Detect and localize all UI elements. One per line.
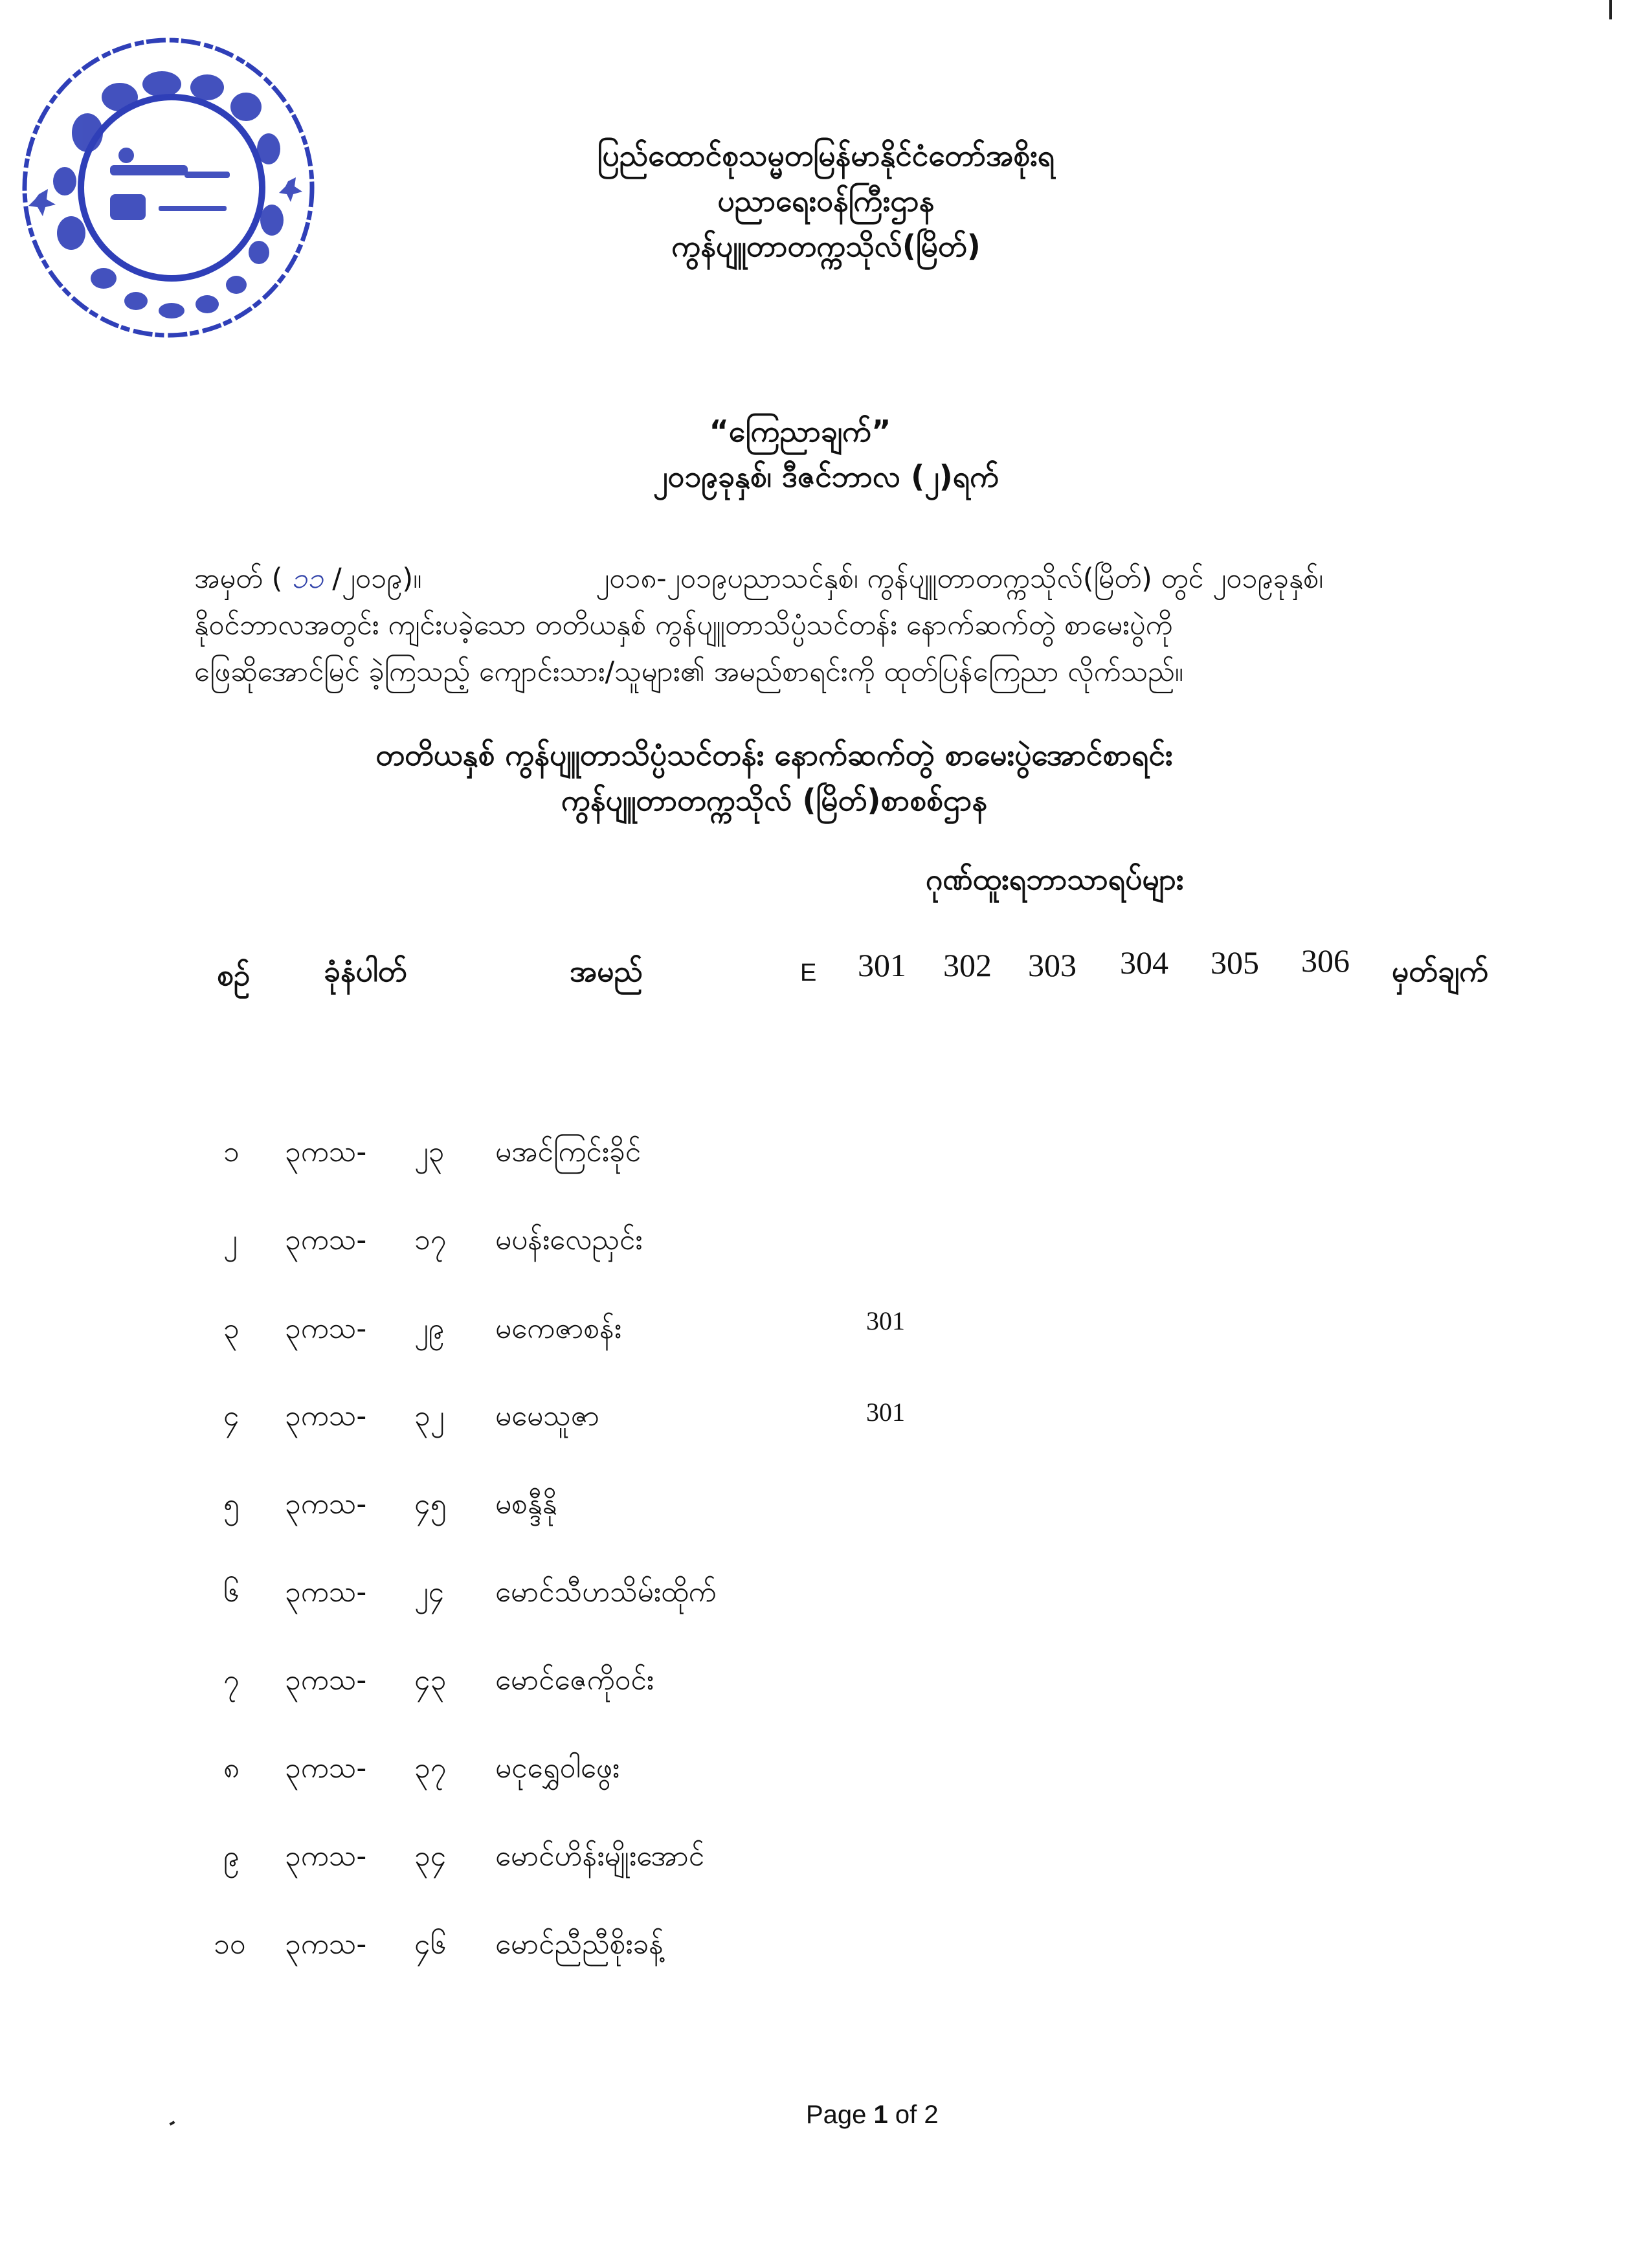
results-title: တတိယနှစ် ကွန်ပျူတာသိပ္ပံသင်တန်း နောက်ဆက်တွဲ စာမေးပွဲအောင်စာရင်း xyxy=(375,737,1173,772)
row-serial: ၁ xyxy=(223,1135,240,1168)
row-roll-prefix: ၃ကသ- xyxy=(285,1399,367,1432)
column-header-roll: ခုံနံပါတ် xyxy=(324,953,407,988)
row-roll-number: ၁၇ xyxy=(414,1223,447,1256)
reference-suffix: /၂၀၁၉)။ xyxy=(332,563,422,595)
row-serial: ၉ xyxy=(223,1840,240,1873)
row-roll-prefix: ၃ကသ- xyxy=(285,1752,367,1785)
column-header-remarks: မှတ်ချက် xyxy=(1392,953,1489,988)
distinction-subjects-header: ဂုဏ်ထူးရဘာသာရပ်များ xyxy=(926,862,1184,897)
row-student-name: မငုရွှေဝါဖွေး xyxy=(495,1752,620,1785)
row-serial: ၅ xyxy=(223,1488,240,1521)
reference-number xyxy=(194,555,421,602)
row-roll-number: ၂၃ xyxy=(414,1135,445,1168)
row-roll-prefix: ၃ကသ- xyxy=(285,1928,367,1961)
row-serial: ၃ xyxy=(223,1312,240,1345)
row-roll-prefix: ၃ကသ- xyxy=(285,1576,367,1609)
page-total: 2 xyxy=(924,2101,939,2129)
row-roll-prefix: ၃ကသ- xyxy=(285,1135,367,1168)
row-roll-number: ၃၇ xyxy=(414,1752,447,1785)
column-header-302: 302 xyxy=(943,947,992,983)
column-header-e: E xyxy=(800,959,817,987)
scan-edge-mark xyxy=(1609,0,1612,19)
row-serial: ၂ xyxy=(223,1223,238,1256)
column-header-name: အမည် xyxy=(570,953,643,988)
row-student-name: မောင်ဟိန်းမျိုးအောင် xyxy=(495,1840,705,1873)
row-roll-number: ၂၄ xyxy=(414,1576,445,1609)
announcement-date: ၂၀၁၉ခုနှစ်၊ ဒီဇင်ဘာလ (၂)ရက် xyxy=(653,459,999,494)
announcement-line-2: နိုဝင်ဘာလအတွင်း ကျင်းပခဲ့သော တတိယနှစ် ကွန်ပျူတာသိပ္ပံသင်တန်း နောက်ဆက်တွဲ စာမေးပွဲကို xyxy=(194,609,1173,641)
government-title: ပြည်ထောင်စုသမ္မတမြန်မာနိုင်ငံတော်အစိုးရ xyxy=(597,138,1055,173)
row-roll-number: ၃၄ xyxy=(414,1840,447,1873)
page-indicator xyxy=(806,2101,939,2130)
row-student-name: မောင်ဇေကိုဝင်း xyxy=(495,1664,654,1697)
row-student-name: မကေဇာစန်း xyxy=(495,1312,622,1345)
announcement-line-3: ဖြေဆိုအောင်မြင် ခဲ့ကြသည့် ကျောင်းသား/သူများ၏ အမည်စာရင်းကို ထုတ်ပြန်ကြေညာ လိုက်သည်။ xyxy=(194,656,1183,688)
page-of-word: of xyxy=(895,2101,917,2129)
column-header-306: 306 xyxy=(1301,942,1350,979)
column-header-serial: စဥ် xyxy=(217,957,251,992)
scan-speck xyxy=(170,2121,175,2125)
row-roll-number: ၄၅ xyxy=(414,1488,447,1521)
row-student-name: မပန်းလေညှင်း xyxy=(495,1223,643,1256)
university-title: ကွန်ပျူတာတက္ကသိုလ်(မြိတ်) xyxy=(671,229,981,263)
column-header-303: 303 xyxy=(1028,947,1077,983)
row-serial: ၆ xyxy=(223,1576,240,1609)
row-roll-number: ၂၉ xyxy=(414,1312,445,1345)
page-current: 1 xyxy=(873,2101,888,2129)
row-roll-prefix: ၃ကသ- xyxy=(285,1223,367,1256)
row-student-name: မောင်ညီညီစိုးခန့် xyxy=(495,1928,664,1961)
row-roll-prefix: ၃ကသ- xyxy=(285,1840,367,1873)
row-roll-number: ၄၃ xyxy=(414,1664,447,1697)
row-roll-number: ၄၆ xyxy=(414,1928,447,1961)
announcement-title: “ကြေညာချက်” xyxy=(709,414,891,449)
row-student-name: မအင်ကြင်းခိုင် xyxy=(495,1135,642,1168)
row-distinction-mark: 301 xyxy=(866,1398,905,1427)
row-serial: ၁၀ xyxy=(214,1928,246,1961)
exam-department-title: ကွန်ပျူတာတက္ကသိုလ် (မြိတ်)စာစစ်ဌာန xyxy=(561,783,988,818)
row-roll-prefix: ၃ကသ- xyxy=(285,1488,367,1521)
row-roll-prefix: ၃ကသ- xyxy=(285,1312,367,1345)
row-distinction-mark: 301 xyxy=(866,1306,905,1335)
row-serial: ၄ xyxy=(223,1399,240,1432)
row-student-name: မမေသူဇာ xyxy=(495,1399,599,1432)
row-roll-number: ၃၂ xyxy=(414,1399,445,1432)
row-student-name: မစန္ဒီနို xyxy=(495,1488,557,1521)
page-word: Page xyxy=(806,2101,867,2129)
reference-prefix: အမှတ် ( xyxy=(194,563,283,595)
row-roll-prefix: ၃ကသ- xyxy=(285,1664,367,1697)
row-serial: ၈ xyxy=(223,1752,240,1785)
reference-handwritten-number: ၁၁ xyxy=(291,563,324,594)
ministry-title: ပညာရေးဝန်ကြီးဌာန xyxy=(717,183,935,218)
row-student-name: မောင်သီဟသိမ်းထိုက် xyxy=(495,1576,717,1609)
row-serial: ၇ xyxy=(223,1664,240,1697)
column-header-301: 301 xyxy=(858,947,906,983)
column-header-305: 305 xyxy=(1211,944,1259,981)
announcement-line-1: ၂၀၁၈-၂၀၁၉ပညာသင်နှစ်၊ ကွန်ပျူတာတက္ကသိုလ်(မြိတ်) တွင် ၂၀၁၉ခုနှစ်၊ xyxy=(596,563,1324,595)
column-header-304: 304 xyxy=(1120,944,1168,981)
